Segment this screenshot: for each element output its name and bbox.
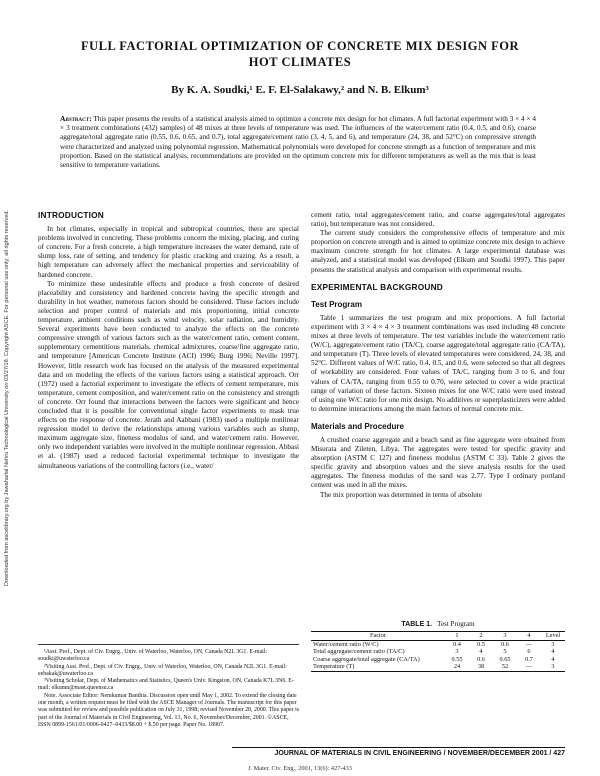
- paper-title: [40, 38, 560, 70]
- table-cell: 4: [479, 648, 483, 656]
- table-cell: 0.6: [501, 640, 509, 648]
- experimental-heading: EXPERIMENTAL BACKGROUND: [311, 281, 443, 292]
- table-cell: Water/cement ratio (W/C): [313, 640, 379, 648]
- table-cell: 3: [455, 648, 459, 656]
- abstract: [60, 114, 536, 170]
- intro-heading: INTRODUCTION: [38, 210, 105, 220]
- materials-paragraph-1: A crushed coarse aggregate and a beach sand as fine aggregate were obtained from Misurata and Zileten, Libya. The aggregates were tested for specific gravity and absorption (ASTM C 127) and fineness modulus (ASTM C 33). Table 2 gives the specific gravity and absorption values and the sieve analysis results for the used aggregates. The fineness modulus of the sand was 2.77. Type I ordinary portland cement was used in all the mixes.: [311, 435, 565, 490]
- table-cell: 5: [503, 648, 507, 656]
- intro-paragraph-1: In hot climates, especially in tropical and subtropical countries, there are special problems involved in concreting. These problems concern the mixing, placing, and curing of concrete. For a fresh concrete, a high temperature increases the water demand, rate of slump loss, rate of setting, and tendency for plastic cracking and crazing. As a result, a high temperature can adversely affect the mechanical properties and serviceability of hardened concrete.: [38, 225, 299, 279]
- abstract-text: This paper presents the results of a statistical analysis aimed to optimize a concrete mix design for hot climates. A full factorial experiment with 3 × 4 × 4 × 3 treatment combinations (432) samples) of 48 mixes at three levels of temperature was used. The influences of the water/cement ratio (0.4, 0.5, and 0.6), coarse aggregate/total aggregate ratio (0.55, 0.6, 0.65, and 0.7), total aggregate/cement ratio (3, 4, 5, and 6), and temperature (24, 38, and 52°C) on compressive strength were characterized and analyzed using polynomial regression. Mathematical polynomials were developed for concrete strength as a function of temperature and mix proportion. Based on the statistical analysis, recommendations are provided on the optimum concrete mix for different temperatures as well as the mix that is least sensitive to temperature variations.: [60, 115, 536, 170]
- intro-paragraph-2: To minimize these undesirable effects and produce a fresh concrete of desired placeability and consistency and hardened concrete having the specific strength and durability in hot weather, numerous factors should be considered. These factors include selection and proper control of materials and mix proportioning, initial concrete temperature, ambient conditions such as wind velocity, solar radiation, and humidity. Several experiments have been conducted to analyze the effects on the concrete compressive strength of various factors such as the water/cement ratio, cement content, supplementary cementitious materials, chemical admixtures, coarse/fine aggregate ratio, and temperature [American Concrete Institute (ACI) 1996; Burg 1996; Neville 1997]. However, little research work has focused on the analysis of the measured experimental data and on modeling the effects of the various factors using a statistical approach. Orr (1972) used a factorial experiment to investigate the effects of cement temperature, mix temperature, cement composition, and water/cement ratio on the consistency and strength of concrete. Orr found that interactions between the factors were significant and hence concluded that it is possible for conventional single factor experiments to mask true effects on the response of concrete. Jerath and Aabbani (1983) used a multiple nonlinear regression model to derive the relationships among various variables such as slump, maximum aggregate size, fineness modulus of sand, and water/cement ratio. However, only two independent variables were involved in the multiple nonlinear regression. Abbasi et al. (1987) used a reduced factorial experimental technique to investigate the simultaneous variations of the controlling factors (i.e., water/: [38, 279, 299, 470]
- test-program-table: [311, 631, 565, 672]
- table-cell: 0.7: [525, 655, 533, 663]
- table-cell: 38: [477, 663, 485, 671]
- right-column: [311, 211, 565, 500]
- header-cell: 4: [527, 632, 531, 639]
- table-title: Test Program: [437, 620, 475, 628]
- table-row: [311, 648, 565, 656]
- right-paragraph-2: The current study considers the comprehensive effects of temperature and mix proportion on concrete strength and is aimed to optimize concrete mix design to achieve maximum concrete strength for hot climates. A large experimental database was analyzed, and a statistical model was developed (Elkum and Soudki 1997). This paper presents the statistical analysis and comparison with experimental results.: [311, 229, 565, 274]
- download-notice: [0, 150, 12, 650]
- table-cell: 0.65: [499, 655, 511, 663]
- table-cell: Temperature (T): [313, 663, 355, 671]
- download-notice-text: Downloaded from ascelibrary.org by Jawaharlal Nehru Technological University on 03/27/18. Copyright ASCE. For personal use only; all rights reserved.: [4, 210, 10, 587]
- table-cell: Total aggregate/cement ratio (TA/C): [313, 648, 405, 656]
- table-cell: 0.5: [477, 640, 485, 648]
- materials-paragraph-2: The mix proportion was determined in terms of absolute: [320, 490, 483, 499]
- header-cell: Level: [545, 632, 561, 639]
- test-program-heading: Test Program: [311, 299, 362, 309]
- table-caption: [311, 620, 565, 628]
- table-cell: 6: [527, 648, 531, 656]
- table-1: [311, 620, 565, 672]
- citation-line: J. Mater. Civ. Eng., 2001, 13(6): 427-433: [248, 765, 352, 772]
- footnote-3: ³Visiting Scholar, Dept. of Mathematics and Statistics, Queen's Univ. Kingston, ON, Canada K7L 3N6. E-mail: elkumn@mast.queensu.ca: [38, 678, 294, 692]
- table-header-row: [311, 632, 565, 641]
- table-row: [311, 663, 565, 671]
- author-line: By K. A. Soudki,¹ E. F. El-Salakawy,² and N. B. Elkum³: [171, 84, 429, 96]
- table-cell: 52: [501, 663, 509, 671]
- title-line-2: HOT CLIMATES: [248, 55, 352, 69]
- header-cell: 1: [455, 632, 459, 639]
- table-cell: —: [525, 663, 533, 671]
- table-cell: Coarse aggregate/total aggregate (CA/TA): [313, 655, 420, 663]
- header-cell: 2: [479, 632, 483, 639]
- table-cell: 0.4: [453, 640, 461, 648]
- right-paragraph-1: cement ratio, total aggregates/cement ratio, and coarse aggregates/total aggregates ratio), but temperature was not considered.: [311, 211, 565, 229]
- table-cell: 4: [551, 648, 555, 656]
- footnotes: [38, 644, 299, 729]
- table-row: [311, 656, 565, 664]
- table-cell: 3: [551, 663, 555, 671]
- table-cell: 24: [453, 663, 461, 671]
- table-label: TABLE 1.: [401, 621, 433, 628]
- journal-footer: JOURNAL OF MATERIALS IN CIVIL ENGINEERING / NOVEMBER/DECEMBER 2001 / 427: [232, 747, 565, 757]
- left-column: [38, 211, 299, 471]
- test-program-paragraph: Table 1 summarizes the test program and mix proportions. A full factorial experiment with 3 × 4 × 4 × 3 treatment combinations was used including 48 concrete mixes at three levels of temperature. The test variables include the water/cement ratio (W/C), aggregate/cement ratio (TA/C), coarse aggregate/total aggregate ratio (CA/TA), and temperature (T). Three levels of elevated temperatures were considered, 24, 38, and 52°C. Different values of W/C ratio, 0.4, 0.5, and 0.6, were selected so that all degrees of workability are considered. Four values of TA/C, ranging from 3 to 6, and four values of CA/TA, ranging from 0.55 to 0.70, were selected to cover a wide practical range of variation of these factors. Sixteen mixes for one W/C ratio were used instead of using one W/C ratio for one mix design. No additives or superplasticizers were added to determine interactions among the main factors of normal concrete mix.: [311, 313, 565, 413]
- table-cell: 3: [551, 640, 555, 648]
- table-cell: 0.6: [477, 655, 485, 663]
- footnote-2: ²Visiting Asst. Prof., Dept. of Civ. Engrg., Univ. of Waterloo, Waterloo, ON, Canada N2L 3G1. E-mail: eebakak@uwaterloo.ca: [38, 663, 287, 677]
- header-cell: Factor: [369, 632, 387, 639]
- title-line-1: FULL FACTORIAL OPTIMIZATION OF CONCRETE MIX DESIGN FOR: [80, 39, 520, 53]
- table-cell: —: [525, 640, 533, 648]
- editorial-note: Note. Associate Editor: Nemkumar Banthia. Discussion open until May 1, 2002. To extend the closing date one month, a written request must be filed with the ASCE Manager of Journals. The manuscript for this paper was submitted for review and possible publication on July 31, 1998; revised November 28, 2000. This paper is part of the Journal of Materials in Civil Engineering, Vol. 13, No. 6, November/December, 2001. ©ASCE, ISSN 0899-1561/01/0006-0427–0433/$8.00 + $.50 per page. Paper No. 18907.: [38, 692, 299, 728]
- footnote-1: ¹Asst. Prof., Dept. of Civ. Engrg., Univ. of Waterloo, Waterloo, ON, Canada N2L 3G1. E-mail: soudki@uwaterloo.ca: [38, 649, 267, 663]
- table-cell: 0.55: [451, 655, 463, 663]
- abstract-label: Abstract:: [60, 114, 92, 123]
- materials-heading: Materials and Procedure: [311, 421, 404, 431]
- table-cell: 4: [551, 655, 555, 663]
- header-cell: 3: [503, 632, 507, 639]
- table-row: [311, 640, 565, 648]
